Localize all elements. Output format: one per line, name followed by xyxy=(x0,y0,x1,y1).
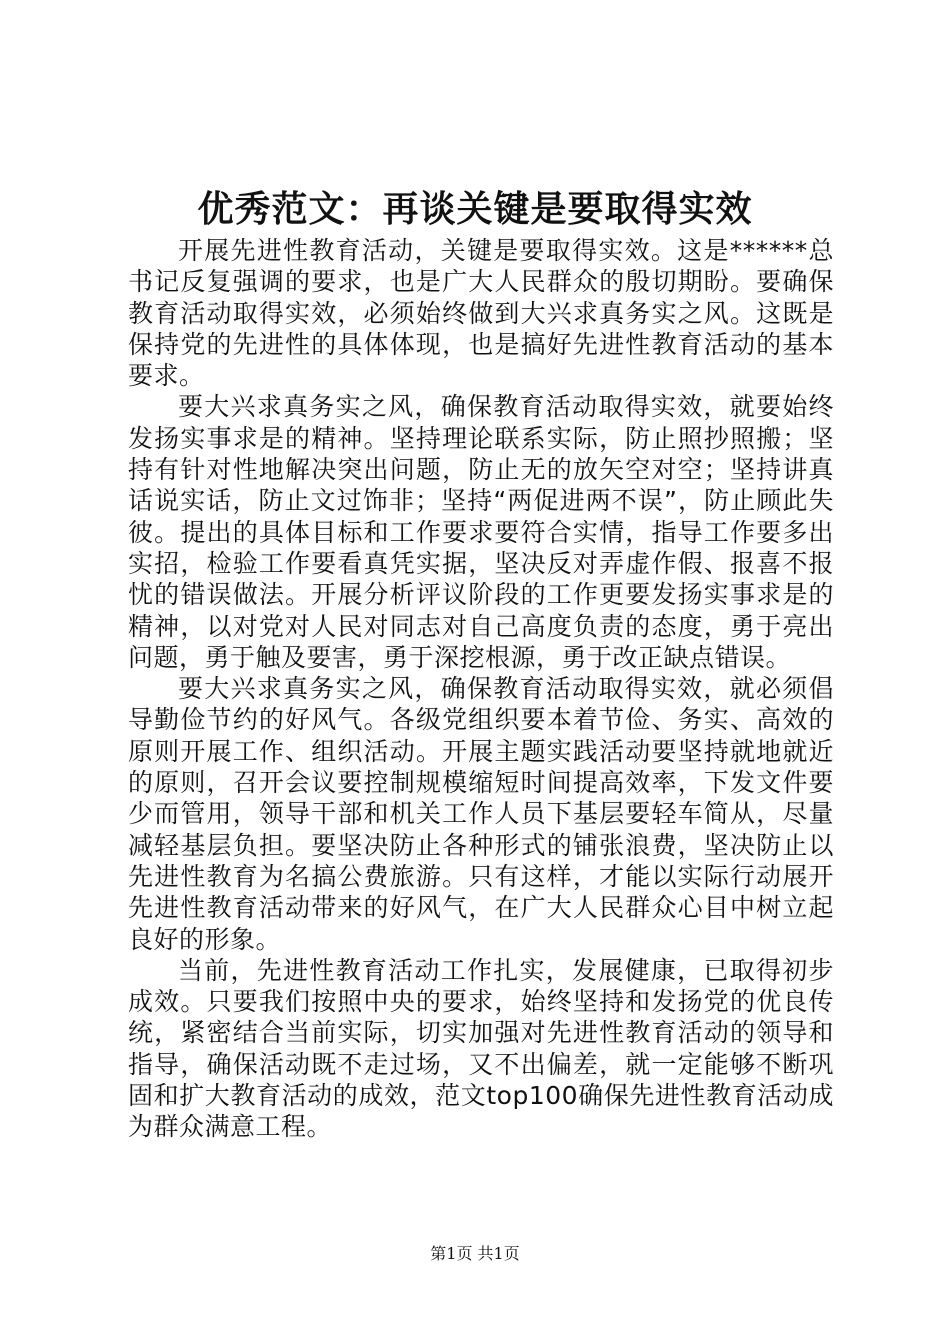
paragraph-1: 开展先进性教育活动，关键是要取得实效。这是******总书记反复强调的要求，也是广大人民群众的殷切期盼。要确保教育活动取得实效，必须始终做到大兴求真务实之风。这既是保持党的先进性的具体体现，也是搞好先进性教育活动的基本要求。 xyxy=(128,236,834,391)
page-number: 第1页 共1页 xyxy=(430,1244,520,1263)
document-title: 优秀范文：再谈关键是要取得实效 xyxy=(197,188,753,230)
paragraph-2: 要大兴求真务实之风，确保教育活动取得实效，就要始终发扬实事求是的精神。坚持理论联系实际，防止照抄照搬；坚持有针对性地解决突出问题，防止无的放矢空对空；坚持讲真话说实话，防止文过饰非；坚持“两促进两不误”，防止顾此失彼。提出的具体目标和工作要求要符合实情，指导工作要多出实招，检验工作要看真凭实据，坚决反对弄虚作假、报喜不报忧的错误做法。开展分析评议阶段的工作更要发扬实事求是的精神，以对党对人民对同志对自己高度负责的态度，勇于亮出问题，勇于触及要害，勇于深挖根源，勇于改正缺点错误。 xyxy=(128,392,834,672)
paragraph-3: 要大兴求真务实之风，确保教育活动取得实效，就必须倡导勤俭节约的好风气。各级党组织要本着节俭、务实、高效的原则开展工作、组织活动。开展主题实践活动要坚持就地就近的原则，召开会议要控制规模缩短时间提高效率，下发文件要少而管用，领导干部和机关工作人员下基层要轻车简从，尽量减轻基层负担。要坚决防止各种形式的铺张浪费，坚决防止以先进性教育为名搞公费旅游。只有这样，才能以实际行动展开先进性教育活动带来的好风气，在广大人民群众心目中树立起良好的形象。 xyxy=(128,674,834,954)
document-body xyxy=(128,235,834,1143)
paragraph-4: 当前，先进性教育活动工作扎实，发展健康，已取得初步成效。只要我们按照中央的要求，始终坚持和发扬党的优良传统，紧密结合当前实际，切实加强对先进性教育活动的领导和指导，确保活动既不走过场，又不出偏差，就一定能够不断巩固和扩大教育活动的成效，范文top100确保先进性教育活动成为群众满意工程。 xyxy=(128,955,834,1142)
